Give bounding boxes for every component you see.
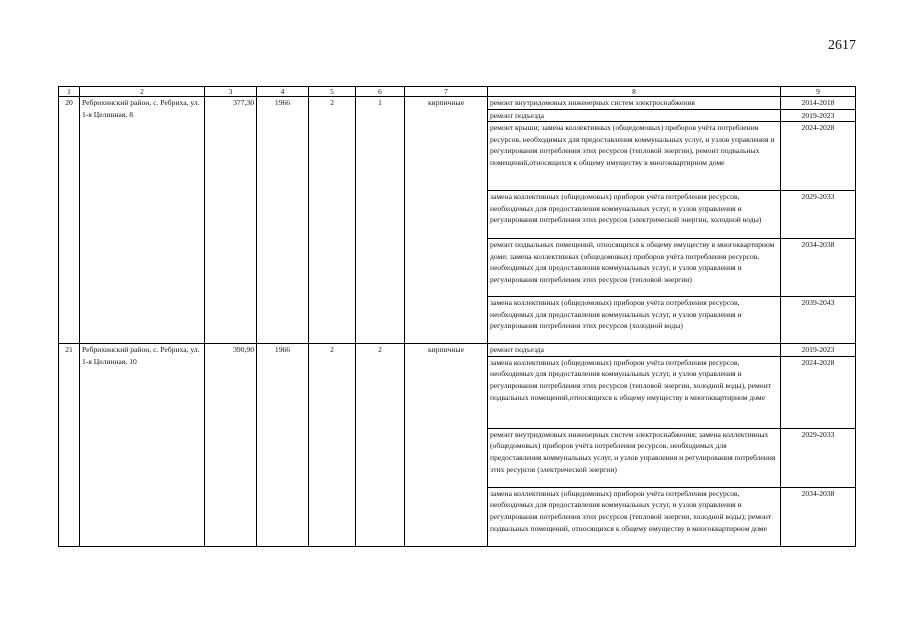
- repair-work: замена коллективных (общедомовых) приборов учёта потребления ресурсов, необходимых для предоставления коммунальных услуг, и узлов управления и регулирования потребления этих ресурсов (тепловой энергии, холодной воды); ремонт подвальных помещений, относящихся к общему имуществу в многоквартирном доме: [488, 487, 781, 546]
- wall-material: кирпичные: [405, 97, 488, 344]
- column-header: 9: [781, 87, 856, 97]
- building-floors: 2: [309, 344, 356, 547]
- table-row: [59, 97, 856, 110]
- table-row: [59, 344, 856, 357]
- repair-work: ремонт подвальных помещений, относящихся к общему имуществу в многоквартирном доме; замена коллективных (общедомовых) приборов учёта потребления ресурсов, необходимых для предоставления коммунальных услуг, и узлов управления и регулирования потребления этих ресурсов (тепловой энергии): [488, 239, 781, 297]
- repair-work: замена коллективных (общедомовых) приборов учёта потребления ресурсов, необходимых для предоставления коммунальных услуг, и узлов управления и регулирования потребления этих ресурсов (тепловой энергии, холодной воды), ремонт подвальных помещений,относящихся к общему имуществу в многоквартирном доме: [488, 356, 781, 428]
- building-year: 1966: [257, 344, 309, 547]
- column-header: 4: [257, 87, 309, 97]
- column-header: 7: [405, 87, 488, 97]
- repair-work: ремонт внутридомовых инженерных систем электроснабжения; замена коллективных (общедомовых) приборов учёта потребления ресурсов, необходимых для предоставления коммунальных услуг, и узлов управления и регулирования потребления этих ресурсов (электрической энергии): [488, 428, 781, 487]
- repair-work: замена коллективных (общедомовых) приборов учёта потребления ресурсов, необходимых для предоставления коммунальных услуг, и узлов управления и регулирования потребления этих ресурсов (холодной воды): [488, 297, 781, 344]
- repair-period: 2019-2023: [781, 344, 856, 357]
- building-year: 1966: [257, 97, 309, 344]
- repair-work: ремонт подъезда: [488, 344, 781, 357]
- repair-period: 2014-2018: [781, 97, 856, 110]
- repair-period: 2029-2033: [781, 428, 856, 487]
- row-number: 20: [59, 97, 80, 344]
- column-header: 1: [59, 87, 80, 97]
- page-number: 2617: [828, 38, 856, 53]
- column-header: 5: [309, 87, 356, 97]
- repair-period: 2029-2033: [781, 191, 856, 239]
- repair-work: ремонт подъезда: [488, 109, 781, 122]
- repair-period: 2019-2023: [781, 109, 856, 122]
- building-area: 390,90: [205, 344, 257, 547]
- repair-period: 2024-2028: [781, 356, 856, 428]
- wall-material: кирпичные: [405, 344, 488, 547]
- building-floors: 2: [309, 97, 356, 344]
- repair-period: 2024-2028: [781, 122, 856, 191]
- building-entrances: 1: [356, 97, 405, 344]
- column-header: 8: [488, 87, 781, 97]
- repair-period: 2039-2043: [781, 297, 856, 344]
- capital-repair-table: [58, 86, 856, 547]
- column-number-row: [59, 87, 856, 97]
- building-address: Ребрихинский район, с. Ребриха, ул. 1-я Целинная, 8: [80, 97, 205, 344]
- building-entrances: 2: [356, 344, 405, 547]
- row-number: 21: [59, 344, 80, 547]
- repair-work: замена коллективных (общедомовых) приборов учёта потребления ресурсов, необходимых для предоставления коммунальных услуг, и узлов управления и регулирования потребления этих ресурсов (электрической энергии, холодной воды): [488, 191, 781, 239]
- column-header: 6: [356, 87, 405, 97]
- repair-period: 2034-2038: [781, 487, 856, 546]
- building-address: Ребрихинский район, с. Ребриха, ул. 1-я Целинная, 10: [80, 344, 205, 547]
- column-header: 3: [205, 87, 257, 97]
- building-area: 377,30: [205, 97, 257, 344]
- column-header: 2: [80, 87, 205, 97]
- repair-period: 2034-2038: [781, 239, 856, 297]
- repair-work: ремонт крыши; замена коллективных (общедомовых) приборов учёта потребления ресурсов, необходимых для предоставления коммунальных услуг, и узлов управления и регулирования потребления этих ресурсов (тепловой энергии), ремонт подвальных помещений,относящихся к общему имуществу в многоквартирном доме: [488, 122, 781, 191]
- repair-work: ремонт внутридомовых инженерных систем электроснабжения: [488, 97, 781, 110]
